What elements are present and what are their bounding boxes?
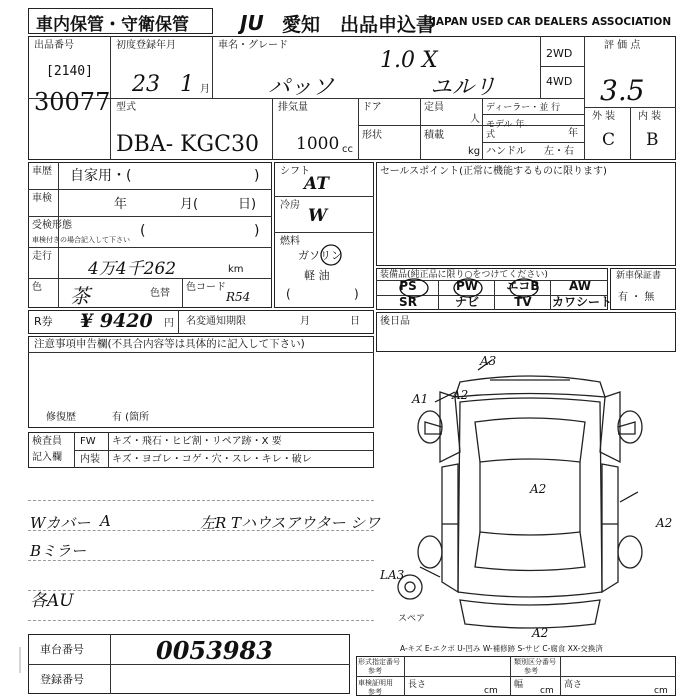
width-unit: cm	[540, 686, 554, 696]
ju-logo-text: JU	[240, 11, 264, 34]
receipt-open: (	[140, 223, 146, 239]
length-label: 長さ	[408, 680, 427, 690]
ac-label: 冷房	[280, 200, 300, 211]
damage-label: A2	[452, 388, 469, 402]
score: 3.5	[600, 74, 645, 107]
receipt-close: )	[254, 223, 260, 239]
color-label: 色	[32, 282, 42, 293]
fuel-open: (	[286, 287, 291, 301]
equipment-item: エコB	[506, 279, 540, 293]
mileage-label: 走行	[32, 251, 52, 262]
recycle-label: R券	[34, 315, 53, 328]
damage-label: A2	[656, 516, 673, 530]
note-line1: Wカバー	[30, 514, 91, 532]
door-label: ドア	[362, 102, 382, 113]
punch-mark-icon	[10, 645, 30, 675]
reg-day: 日	[350, 316, 360, 327]
equipment-circles	[376, 276, 556, 300]
note-line2: Bミラー	[30, 542, 87, 560]
gas-circle	[318, 242, 344, 268]
chassis-number: 0053983	[156, 636, 273, 665]
note-line4: 各AU	[30, 591, 74, 611]
score-label: 評 価 点	[604, 40, 641, 51]
history-label: 車歴	[32, 166, 52, 177]
weight-unit: kg	[468, 146, 481, 157]
fuel-gas: ガソリン	[298, 249, 342, 262]
int-grade: B	[646, 130, 659, 150]
fuel-close: )	[354, 287, 359, 301]
spec-ref: 参考	[368, 667, 382, 675]
handle-label: ハンドル	[486, 146, 526, 157]
handle-opts: 左・右	[544, 146, 574, 157]
shape-label: 形状	[362, 130, 382, 141]
ps-circle	[400, 279, 428, 297]
damage-label: A2	[530, 482, 547, 496]
damage-label: A2	[532, 626, 549, 640]
first-reg-year: 23	[132, 72, 160, 97]
mileage-unit: km	[228, 264, 244, 275]
shift-label: シフト	[280, 166, 310, 177]
spec-label: 形式指定番号	[358, 658, 400, 666]
lot-sub: [2140]	[46, 64, 93, 79]
int-label: 内 装	[638, 111, 662, 122]
inspector-label2: 記入欄	[32, 452, 62, 463]
interior-items: キズ・ヨゴレ・コゲ・穴・スレ・キレ・破レ	[112, 454, 312, 465]
damage-label: A3	[480, 354, 497, 368]
ext-grade: C	[602, 130, 616, 150]
class-ref: 参考	[524, 667, 538, 675]
form-title: 出品申込書	[340, 14, 436, 36]
association-name: JAPAN USED CAR DEALERS ASSOCIATION	[432, 16, 672, 28]
model-year-label: モデル 年式	[486, 120, 525, 140]
year-unit: 年	[568, 128, 578, 139]
fuel-label: 燃料	[280, 236, 300, 247]
length-unit: cm	[484, 686, 498, 696]
history-value: 自家用・(	[70, 168, 132, 184]
height-label: 高さ	[564, 680, 583, 690]
height-unit: cm	[654, 686, 668, 696]
lot-number: 30077	[34, 88, 111, 116]
car-name-label: 車名・グレード	[218, 40, 288, 51]
sales-point-label: セールスポイント(正常に機能するものに限ります)	[380, 166, 607, 177]
note-line1b: A	[100, 512, 111, 530]
dealer-label: ディーラー・並 行	[486, 103, 561, 113]
ju-logo	[238, 10, 282, 34]
interior-label: 内装	[80, 454, 100, 465]
month-unit: 月	[200, 84, 210, 95]
receipt-label: 受検形態	[32, 220, 72, 231]
damage-legend: A-キズ E-エクボ U-凹み W-補修跡 S-サビ C-腐食 XX-交換済	[400, 644, 603, 653]
cert-label: 車検証明用	[358, 679, 393, 687]
fw-items: キズ・飛石・ヒビ割・リペア跡・X 要	[112, 436, 282, 447]
inspection-label: 車検	[32, 193, 52, 204]
receipt-sub: 車検付きの場合記入して下さい	[32, 236, 130, 244]
equipment-label: 装備品(純正品に限り○をつけてください)	[380, 270, 548, 280]
recycle-value: ¥ 9420	[80, 310, 153, 332]
engine-grade: 1.0 X	[380, 48, 438, 73]
reg-number-label: 登録番号	[40, 673, 84, 686]
cert-ref: 参考	[368, 688, 382, 696]
after-date-label: 後日品	[380, 316, 410, 327]
equipment-item: SR	[399, 295, 417, 309]
note-line3: 左R Tハウスアウター シワ	[200, 514, 381, 532]
damage-label: A1	[412, 392, 429, 406]
color-code-label: 色コード	[186, 282, 226, 293]
equipment-item: PW	[455, 279, 479, 293]
model-label: 型式	[116, 102, 136, 113]
first-reg-month: 1	[180, 72, 194, 97]
spare-label: スペア	[398, 614, 426, 624]
ecob-circle	[510, 279, 538, 297]
repair-label: 修復歴	[46, 412, 76, 423]
repair-value: 有 (箇所	[112, 412, 150, 423]
warranty-label: 新車保証書	[616, 271, 662, 281]
branch-name: 愛知	[282, 14, 321, 36]
equipment-item: TV	[514, 295, 532, 309]
disp-unit: cc	[342, 144, 353, 155]
inspection-month: 月(	[180, 197, 199, 212]
disp: 1000	[296, 134, 340, 154]
damage-label: LA3	[380, 568, 405, 582]
equipment-item: PS	[399, 279, 417, 293]
equipment-item: カワシート	[552, 295, 613, 309]
storage-note: 車内保管・守衛保管	[36, 15, 189, 35]
reg-deadline-label: 名変通知期限	[186, 316, 246, 327]
drive-2wd: 2WD	[546, 47, 573, 60]
pw-circle	[454, 279, 482, 297]
color-value: 茶	[70, 284, 90, 308]
ju-logo-icon	[238, 10, 282, 34]
grade-name: ユルリ	[430, 75, 497, 100]
lot-label: 出品番号	[34, 40, 74, 51]
inspection-year: 年	[114, 197, 128, 212]
after-date-box	[376, 312, 676, 352]
first-reg-label: 初度登録年月	[116, 40, 176, 51]
disp-label: 排気量	[278, 102, 308, 113]
color-code: R54	[226, 290, 251, 304]
color-change-label: 色替	[150, 288, 170, 299]
chassis-label: 車台番号	[40, 643, 84, 656]
history-close: )	[254, 168, 260, 184]
equipment-item: AW	[569, 279, 591, 293]
inspector-label1: 検査員	[32, 436, 62, 447]
cap-label: 定員	[424, 102, 444, 113]
recycle-unit: 円	[164, 318, 174, 329]
shift-value: AT	[304, 174, 329, 194]
mileage-value: 4万4千262	[88, 259, 177, 279]
ac-value: W	[308, 206, 328, 226]
reg-month: 月	[300, 316, 310, 327]
cap-unit: 人	[470, 114, 480, 125]
fuel-diesel: 軽 油	[304, 269, 330, 282]
drive-4wd: 4WD	[546, 75, 573, 88]
model: DBA- KGC30	[116, 132, 259, 157]
notes-label: 注意事項申告欄(不具合内容等は具体的に記入して下さい)	[34, 338, 305, 350]
warranty-opts: 有 ・ 無	[618, 292, 655, 303]
class-label: 類別区分番号	[514, 658, 556, 666]
width-label: 幅	[514, 680, 524, 690]
inspection-day: 日)	[238, 197, 257, 212]
car-name: パッソ	[268, 75, 335, 100]
fw-label: FW	[80, 436, 96, 447]
ext-label: 外 装	[592, 111, 616, 122]
weight-label: 積載	[424, 130, 444, 141]
equipment-item: ナビ	[454, 295, 479, 309]
